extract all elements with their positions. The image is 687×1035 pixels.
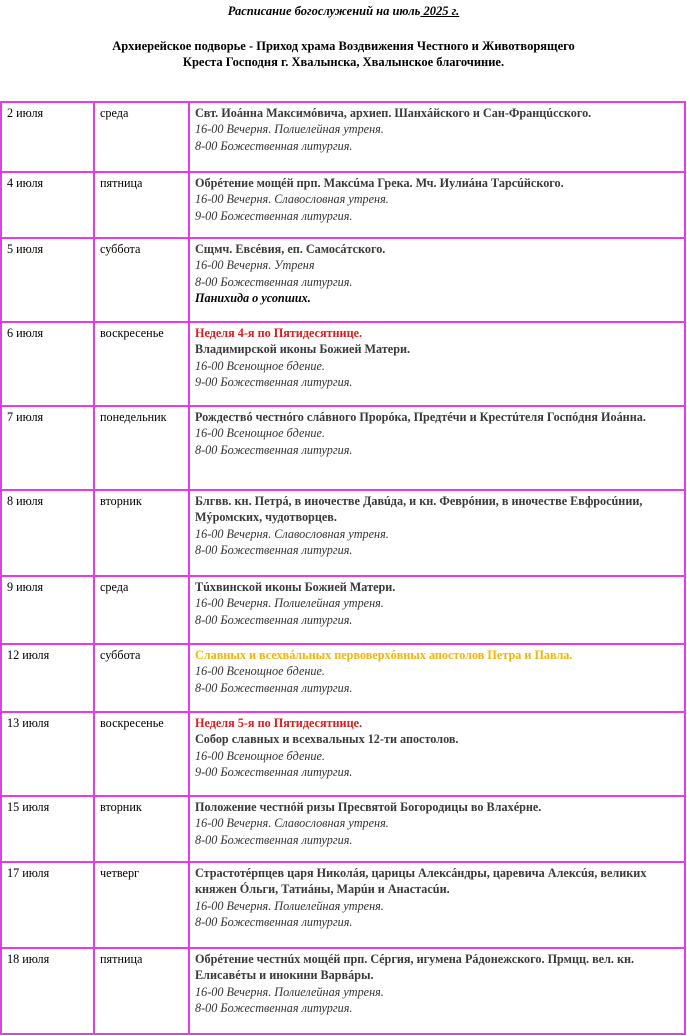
service-cell	[189, 644, 685, 712]
weekday-cell: вторник	[94, 490, 189, 576]
service-time: 8-00 Божественная литургия.	[195, 1000, 353, 1015]
service-cell	[189, 796, 685, 862]
schedule-table	[0, 101, 686, 1035]
schedule-row	[1, 796, 685, 862]
service-cell	[189, 172, 685, 238]
date-cell: 18 июля	[1, 948, 94, 1034]
date-cell: 15 июля	[1, 796, 94, 862]
service-cell	[189, 406, 685, 490]
service-time: 9-00 Божественная литургия.	[195, 374, 353, 389]
service-time: 16-00 Всенощное бдение.	[195, 358, 325, 373]
date-cell: 6 июля	[1, 322, 94, 406]
schedule-row	[1, 490, 685, 576]
service-time: 16-00 Вечерня. Полиелейная утреня.	[195, 596, 384, 611]
feast-name: Страстотéрпцев царя Николáя, царицы Алексáндры, царевича Алексúя, великих княжен Óльги, Татиáны, Марúи и Анастасúи.	[195, 866, 647, 897]
weekday-cell: суббота	[94, 644, 189, 712]
service-cell	[189, 576, 685, 644]
service-time: 9-00 Божественная литургия.	[195, 208, 353, 223]
service-time: 8-00 Божественная литургия.	[195, 914, 353, 929]
service-time: 16-00 Вечерня. Славословная утреня.	[195, 526, 389, 541]
service-time: 8-00 Божественная литургия.	[195, 442, 353, 457]
service-time: 16-00 Вечерня. Полиелейная утреня.	[195, 984, 384, 999]
date-cell: 5 июля	[1, 238, 94, 322]
title-year: 2025 г.	[420, 4, 460, 18]
date-cell: 12 июля	[1, 644, 94, 712]
weekday-cell: среда	[94, 576, 189, 644]
schedule-row	[1, 238, 685, 322]
feast-name: Обрéтение мощéй прп. Максúма Грека. Мч. Иулиáна Тарсúйского.	[195, 176, 564, 190]
schedule-row	[1, 102, 685, 172]
weekday-cell: пятница	[94, 948, 189, 1034]
service-cell	[189, 238, 685, 322]
feast-name: Обрéтение честнúх мощéй прп. Сéргия, игумена Рáдонежского. Прмцц. вел. кн. Елисавéты и инокини Варвáры.	[195, 952, 635, 983]
weekday-cell: вторник	[94, 796, 189, 862]
subtitle-line-2: Креста Господня г. Хвалынска, Хвалынское благочиние.	[182, 55, 505, 69]
service-time: 16-00 Всенощное бдение.	[195, 748, 325, 763]
feast-name: Славных и всехвáльных первоверхóвных апостолов Петра и Павла.	[195, 648, 573, 662]
feast-name: Положение честнóй ризы Пресвятой Богородицы во Влахéрне.	[195, 800, 542, 814]
weekday-cell: воскресенье	[94, 322, 189, 406]
subtitle-line-1: Архиерейское подворье - Приход храма Воздвижения Честного и Животворящего	[112, 39, 575, 53]
service-time: 16-00 Вечерня. Славословная утреня.	[195, 816, 389, 831]
weekday-cell: понедельник	[94, 406, 189, 490]
parish-subtitle	[0, 38, 687, 70]
service-time: 16-00 Вечерня. Утреня	[195, 258, 315, 273]
feast-name: Свт. Иоáнна Максимóвича, архиеп. Шанхáйского и Сан-Францúсского.	[195, 106, 592, 120]
feast-name: Рождествó честнóго слáвного Прорóка, Предтéчи и Крестúтеля Госпóдня Иоáнна.	[195, 410, 646, 424]
date-cell: 7 июля	[1, 406, 94, 490]
feast-name: Неделя 5-я по Пятидесятнице.	[195, 716, 363, 730]
weekday-cell: воскресенье	[94, 712, 189, 796]
schedule-title	[0, 4, 687, 19]
service-time: 8-00 Божественная литургия.	[195, 274, 353, 289]
service-time: 16-00 Вечерня. Полиелейная утреня.	[195, 898, 384, 913]
date-cell: 8 июля	[1, 490, 94, 576]
date-cell: 17 июля	[1, 862, 94, 948]
date-cell: 2 июля	[1, 102, 94, 172]
service-cell	[189, 862, 685, 948]
feast-name: Собор славных и всехвальных 12-ти апостолов.	[195, 732, 459, 747]
extra-service: Панихида о усопших.	[195, 290, 311, 305]
schedule-row	[1, 406, 685, 490]
feast-name: Блгвв. кн. Петрá, в иночестве Давúда, и кн. Феврóнии, в иночестве Евфросúнии, Мýромских, чудотворцев.	[195, 494, 643, 525]
date-cell: 13 июля	[1, 712, 94, 796]
schedule-row	[1, 322, 685, 406]
weekday-cell: пятница	[94, 172, 189, 238]
service-time: 8-00 Божественная литургия.	[195, 542, 353, 557]
weekday-cell: четверг	[94, 862, 189, 948]
service-time: 16-00 Вечерня. Полиелейная утреня.	[195, 122, 384, 137]
date-cell: 9 июля	[1, 576, 94, 644]
weekday-cell: среда	[94, 102, 189, 172]
schedule-row	[1, 644, 685, 712]
service-time: 16-00 Всенощное бдение.	[195, 426, 325, 441]
schedule-row	[1, 862, 685, 948]
service-time: 8-00 Божественная литургия.	[195, 680, 353, 695]
feast-name: Владимирской иконы Божией Матери.	[195, 342, 411, 357]
service-cell	[189, 102, 685, 172]
service-time: 16-00 Вечерня. Славословная утреня.	[195, 192, 389, 207]
feast-name: Тúхвинской иконы Божией Матери.	[195, 580, 396, 594]
service-cell	[189, 948, 685, 1034]
schedule-row	[1, 172, 685, 238]
service-cell	[189, 322, 685, 406]
service-cell	[189, 712, 685, 796]
service-time: 8-00 Божественная литургия.	[195, 138, 353, 153]
service-time: 8-00 Божественная литургия.	[195, 612, 353, 627]
schedule-body	[1, 102, 685, 1034]
schedule-row	[1, 712, 685, 796]
service-cell	[189, 490, 685, 576]
schedule-row	[1, 948, 685, 1034]
feast-name: Неделя 4-я по Пятидесятнице.	[195, 326, 363, 340]
weekday-cell: суббота	[94, 238, 189, 322]
date-cell: 4 июля	[1, 172, 94, 238]
title-text: Расписание богослужений на июль	[227, 4, 421, 18]
service-time: 8-00 Божественная литургия.	[195, 832, 353, 847]
schedule-row	[1, 576, 685, 644]
feast-name: Сщмч. Евсéвия, еп. Самосáтского.	[195, 242, 386, 256]
service-time: 9-00 Божественная литургия.	[195, 764, 353, 779]
service-time: 16-00 Всенощное бдение.	[195, 664, 325, 679]
